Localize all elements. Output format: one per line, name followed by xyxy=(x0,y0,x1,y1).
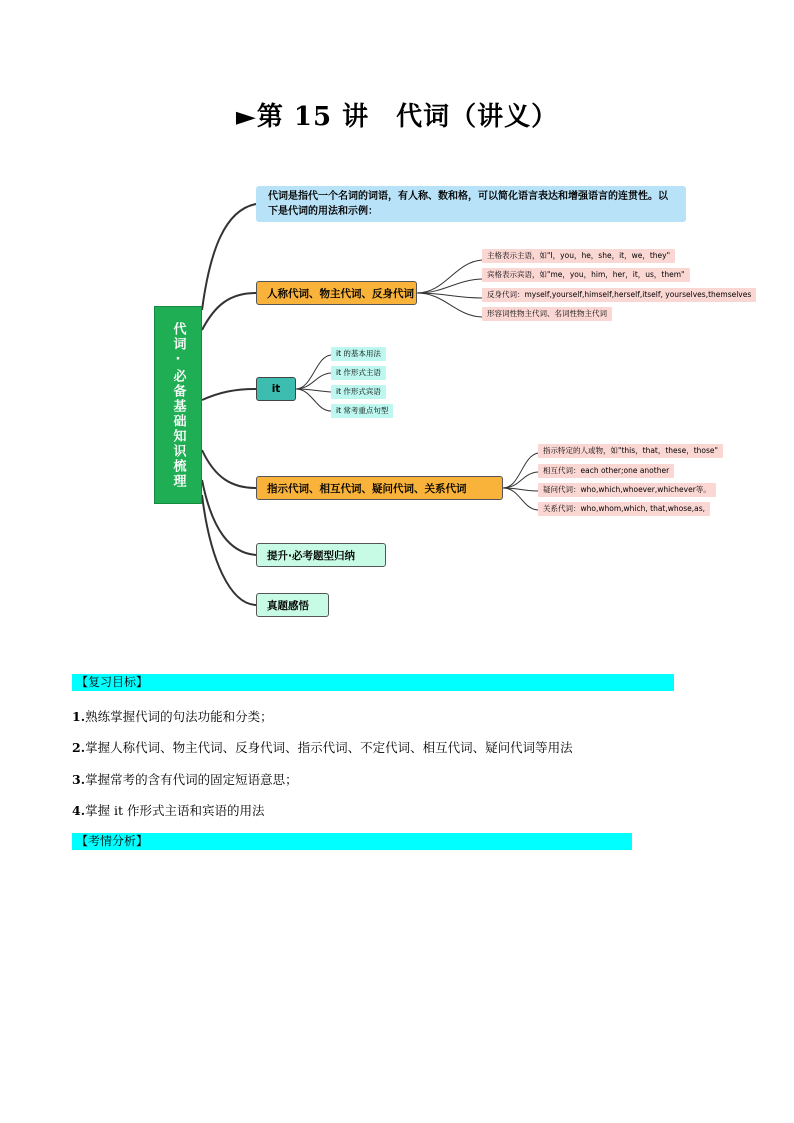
connector-b2-leaf2 xyxy=(296,373,331,389)
connector-b1-leaf2 xyxy=(417,279,482,293)
connector-b2-leaf1 xyxy=(296,355,331,389)
connector-b1-leaf1 xyxy=(417,260,482,293)
connector-branch3 xyxy=(202,450,256,488)
page-title: ►第 15 讲 代词（讲义） xyxy=(235,102,559,132)
connector-b3-leaf1 xyxy=(503,453,538,488)
leaf-reflexive: 反身代词：myself,yourself,himself,herself,itself, yourselves,themselves xyxy=(482,288,756,302)
branch-real-exams: 真题感悟 xyxy=(256,593,329,617)
leaf-object-case: 宾格表示宾语，如"me，you，him，her，it，us，them" xyxy=(482,268,690,282)
review-item-3: 3.掌握常考的含有代词的固定短语意思； xyxy=(72,772,298,787)
leaf-it-key-patterns: it 常考重点句型 xyxy=(331,404,393,418)
intro-node: 代词是指代一个名词的词语，有人称、数和格，可以简化语言表达和增强语言的连贯性。以下是代词的用法和示例： xyxy=(256,186,686,222)
leaf-it-formal-object: it 作形式宾语 xyxy=(331,385,386,399)
review-goals-header: 【复习目标】 xyxy=(72,674,674,691)
branch-personal-pronouns: 人称代词、物主代词、反身代词 xyxy=(256,281,417,305)
review-item-2: 2.掌握人称代词、物主代词、反身代词、指示代词、不定代词、相互代词、疑问代词等用法 xyxy=(72,740,573,755)
leaf-possessive: 形容词性物主代词、名词性物主代词 xyxy=(482,307,612,321)
connector-b2-leaf4 xyxy=(296,389,331,411)
leaf-reciprocal: 相互代词：each other;one another xyxy=(538,464,674,478)
leaf-it-formal-subject: it 作形式主语 xyxy=(331,366,386,380)
connector-b3-leaf2 xyxy=(503,472,538,488)
connector-branch4 xyxy=(202,480,256,555)
connector-branch2 xyxy=(202,389,256,400)
branch-it: it xyxy=(256,377,296,401)
review-item-1: 1.熟练掌握代词的句法功能和分类； xyxy=(72,709,273,724)
connector-b1-leaf4 xyxy=(417,293,482,317)
mind-map-root: 代词·必备基础知识梳理 xyxy=(154,306,202,504)
leaf-interrogative: 疑问代词：who,which,whoever,whichever等。 xyxy=(538,483,716,497)
leaf-demonstrative: 指示特定的人或物，如"this，that，these，those" xyxy=(538,444,723,458)
leaf-subject-case: 主格表示主语，如"I，you，he，she，it，we，they" xyxy=(482,249,675,263)
review-item-4: 4.掌握 it 作形式主语和宾语的用法 xyxy=(72,803,265,818)
branch-demonstrative-pronouns: 指示代词、相互代词、疑问代词、关系代词 xyxy=(256,476,503,500)
leaf-it-basic: it 的基本用法 xyxy=(331,347,386,361)
connector-branch1 xyxy=(202,293,256,330)
exam-analysis-header: 【考情分析】 xyxy=(72,833,632,850)
branch-exam-types: 提升·必考题型归纳 xyxy=(256,543,386,567)
leaf-relative: 关系代词：who,whom,which, that,whose,as, xyxy=(538,502,710,516)
